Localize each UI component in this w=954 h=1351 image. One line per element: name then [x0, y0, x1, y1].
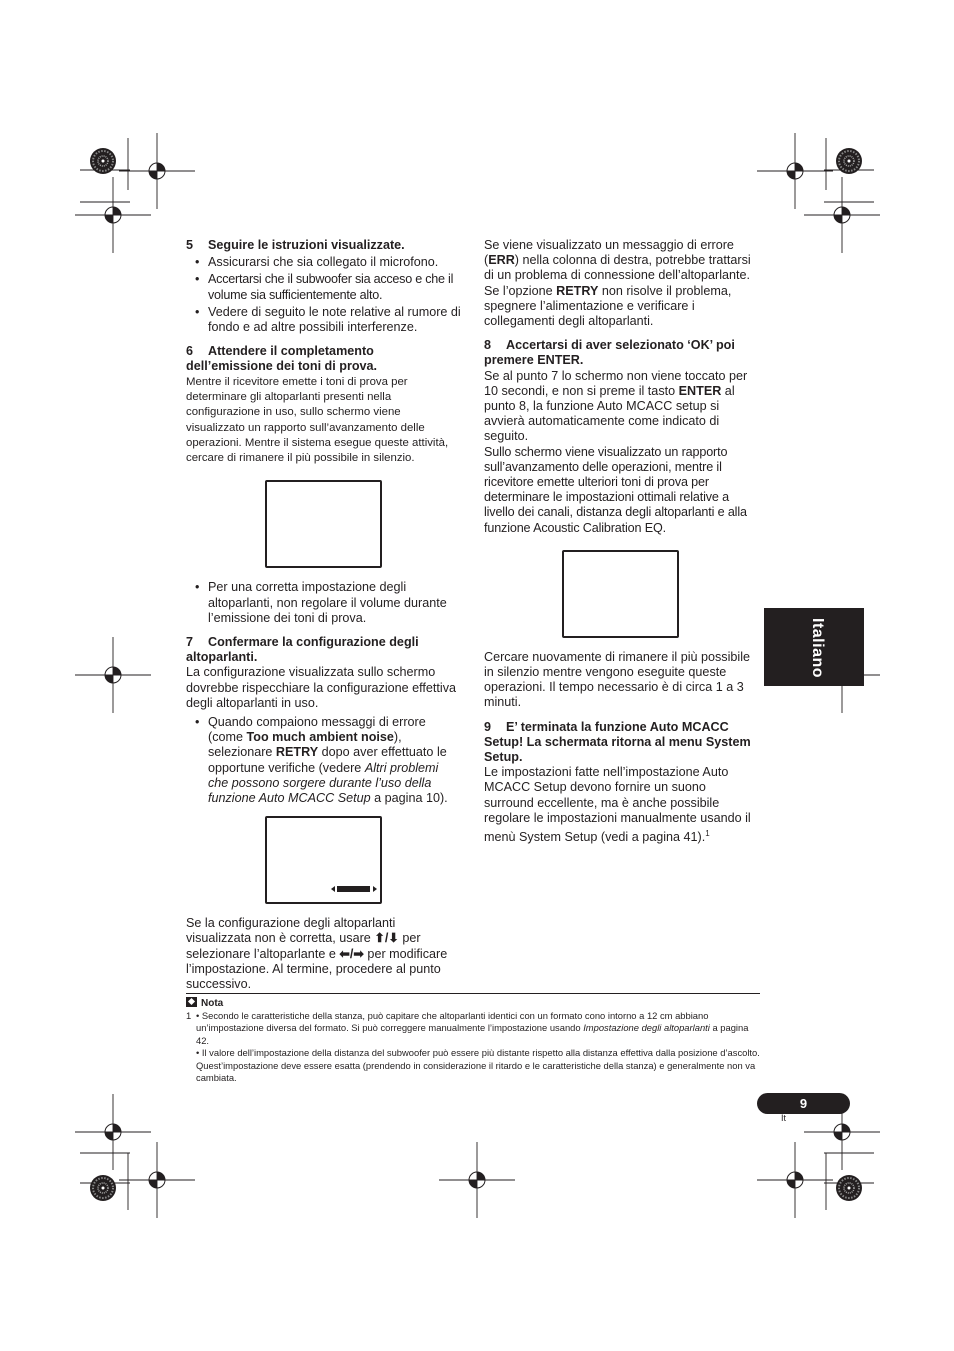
step-9-heading — [484, 720, 754, 766]
text: Le impostazioni fatte nell’impostazione Auto MCACC Setup devono fornire un suono surround eccellente, ma è anche possibile regolare le impostazioni manualmente usando il menù System Setup (vedi a pagina 41). — [484, 765, 751, 845]
step-8-p3: Cercare nuovamente di rimanere il più possibile in silenzio mentre vengono eseguite queste operazioni. Il tempo necessario è di circa 1 a 3 minuti. — [484, 649, 750, 710]
page-number: 9 — [757, 1093, 850, 1114]
text: non risolve il problema, spegnere l’alimentazione e verificare i collegamenti degli altoparlanti. — [484, 283, 732, 329]
right-column — [484, 238, 754, 845]
text: al punto 8, la funzione Auto MCACC setup si avvierà automaticamente come indicato di seguito. — [484, 383, 735, 444]
step-5-bullets — [186, 255, 461, 335]
step-7-body: La configurazione visualizzata sullo schermo dovrebbe rispecchiare la configurazione effettiva degli altoparlanti in uso. — [186, 665, 456, 710]
text: a pagina 42. — [196, 1022, 749, 1046]
note-icon — [186, 997, 197, 1007]
error-message-name: Too much ambient noise — [246, 730, 394, 745]
left-column — [186, 238, 461, 992]
up-down-arrow-icon: ⬆/⬇ — [374, 931, 399, 946]
step-number: 7 — [186, 635, 194, 650]
retry-option: RETRY — [556, 283, 599, 298]
footnote-1-second: • Il valore dell’impostazione della distanza del subwoofer può essere più distante rispetto alla distanza effettiva dalla posizione d’ascolto. Quest’impostazione deve essere esatta (prendendo in considerazione il ritardo e le caratteristiche della stanza) e generalmente non va cambiata. — [196, 1047, 760, 1084]
footnote-ref: 1 — [705, 829, 710, 839]
step-title: Attendere il completamento dell’emissione dei toni di prova. — [186, 344, 378, 374]
selector-bar-icon — [331, 884, 377, 894]
language-tab — [764, 608, 864, 686]
footnote-number: 1 — [186, 1010, 192, 1021]
text: per selezionare l’altoparlante e — [186, 931, 421, 961]
text: Quando compaiono messaggi di errore (come — [208, 715, 426, 745]
progress-screen-illustration — [265, 480, 382, 568]
calibration-screen-illustration — [562, 550, 679, 638]
step-8-p2: Sullo schermo viene visualizzato un rapporto sull’avanzamento delle operazioni, mentre il ricevitore emette ulteriori toni di prova per determinare le impostazioni ottimali relative a livello dei canali, distanza degli altoparlanti e alla funzione Acoustic Calibration EQ. — [484, 444, 747, 535]
text: per modificare l’impostazione. Al termine, procedere al punto successivo. — [186, 946, 448, 992]
step-8-p1 — [484, 369, 754, 445]
step-5-heading — [186, 238, 461, 253]
text: • Secondo le caratteristiche della stanza, può capitare che altoparlanti identici con un formato cono intorno a 12 cm abbiano un’impostazione diversa del formato. Si può correggere manualmente l’impostazione usando — [196, 1010, 709, 1034]
language-tab-label: Italiano — [809, 618, 826, 679]
list-item — [186, 715, 461, 806]
speaker-config-screen-illustration — [265, 816, 382, 904]
left-right-arrow-icon: ⬅/➡ — [339, 946, 364, 961]
step-number: 8 — [484, 338, 492, 353]
step-9-body — [484, 765, 754, 845]
text: ), selezionare — [208, 730, 402, 760]
text: Se la configurazione degli altoparlanti visualizzata non è corretta, usare — [186, 916, 396, 946]
step-title: Confermare la configurazione degli altoparlanti. — [186, 635, 419, 665]
step-6-heading — [186, 344, 461, 374]
step-number: 5 — [186, 238, 194, 252]
step-6-bullets — [186, 580, 461, 626]
step-7-after — [186, 916, 461, 992]
cross-reference: Impostazione degli altoparlanti — [583, 1022, 710, 1034]
list-item: • Accertarsi che il subwoofer sia acceso e che il volume sia sufficientemente alto. — [186, 272, 461, 302]
step-7-heading — [186, 635, 461, 665]
text: a pagina 10). — [370, 791, 448, 806]
step-7-bullets — [186, 715, 461, 806]
footnote-1 — [186, 1010, 760, 1047]
step-title: Seguire le istruzioni visualizzate. — [208, 238, 405, 252]
step-title: Accertarsi di aver selezionato ‘OK’ poi premere ENTER. — [484, 338, 735, 368]
text: Se viene visualizzato un messaggio di errore ( — [484, 238, 734, 268]
step-8-heading — [484, 338, 754, 368]
notes-section — [186, 993, 760, 1084]
step-6-body: Mentre il ricevitore emette i toni di prova per determinare gli altoparlanti presenti nella configurazione in uso, sullo schermo viene visualizzato un rapporto sull’avanzamento delle operazioni. Mentre il sistema esegue queste attività, cercare di rimanere il più possibile in silenzio. — [186, 375, 449, 465]
retry-option: RETRY — [275, 745, 319, 760]
enter-key: ENTER — [678, 383, 722, 398]
page-language: It — [781, 1113, 787, 1123]
cross-reference: Altri problemi che possono sorgere durante l’uso della funzione Auto MCACC Setup — [208, 760, 439, 806]
notes-title: Nota — [201, 998, 224, 1009]
step-number: 6 — [186, 344, 194, 359]
step-title: E’ terminata la funzione Auto MCACC Setup! La schermata ritorna al menu System Setup. — [484, 719, 751, 765]
text: Se al punto 7 lo schermo non viene toccato per 10 secondi, e non si preme il tasto — [484, 368, 748, 398]
list-item: • Assicurarsi che sia collegato il microfono. — [186, 255, 461, 270]
list-item: • Per una corretta impostazione degli altoparlanti, non regolare il volume durante l’emissione dei toni di prova. — [186, 580, 461, 626]
text: dopo aver effettuato le opportune verifiche (vedere — [208, 745, 447, 775]
text: ) nella colonna di destra, potrebbe trattarsi di un problema di connessione dell’altoparlante. Se l’opzione — [484, 253, 751, 298]
error-paragraph — [484, 238, 754, 329]
notes-heading — [186, 997, 760, 1010]
err-label: ERR — [488, 253, 515, 268]
step-number: 9 — [484, 719, 492, 734]
list-item: • Vedere di seguito le note relative al rumore di fondo e ad altre possibili interferenze. — [186, 305, 461, 335]
